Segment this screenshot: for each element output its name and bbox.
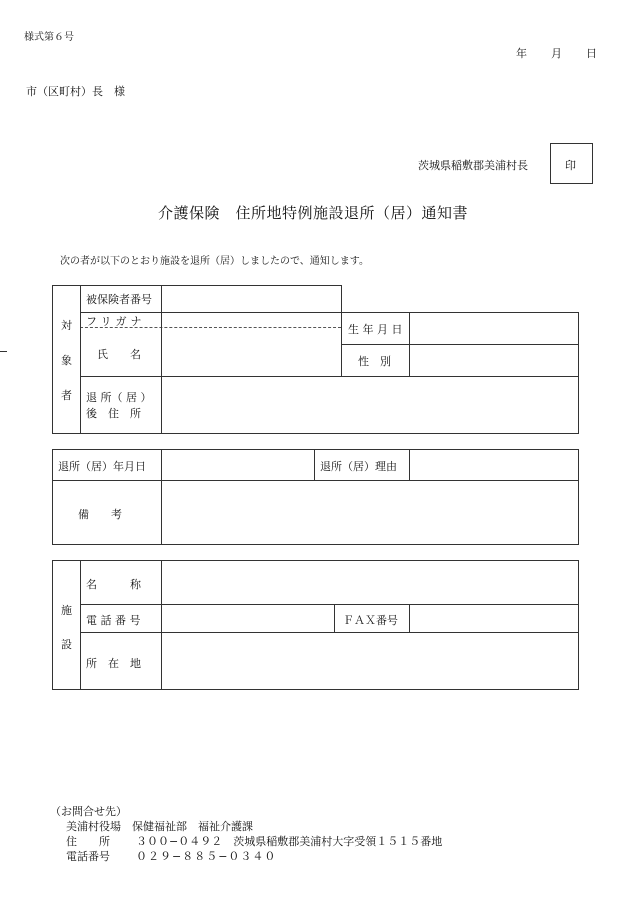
after-address-field[interactable]: [162, 377, 577, 432]
margin-tick: [0, 351, 7, 352]
birth-date-label: 生 年 月 日: [348, 323, 403, 336]
after-address-label-1: 退 所（ 居 ）: [86, 391, 152, 404]
intro-text: 次の者が以下のとおり施設を退所（居）しましたので、通知します。: [60, 256, 369, 267]
seal-box: [550, 143, 593, 184]
addressee: 市（区町村）長 様: [26, 85, 125, 98]
seal-label: 印: [565, 159, 576, 172]
furigana-field[interactable]: [162, 313, 340, 326]
remarks-label: 備 考: [78, 508, 122, 521]
facility-side-label-2: 設: [61, 638, 72, 651]
leave-date-field[interactable]: [162, 450, 313, 479]
date-year: 年: [516, 47, 527, 60]
subject-side-label-1: 対: [61, 319, 72, 332]
birth-date-field[interactable]: [410, 313, 577, 343]
sex-field[interactable]: [410, 345, 577, 375]
contact-address-label: 住 所: [66, 835, 110, 848]
facility-location-label: 所 在 地: [86, 657, 141, 670]
facility-fax-label: ＦＡＸ番号: [343, 614, 398, 627]
sex-label: 性 別: [358, 355, 391, 368]
contact-tel-label: 電話番号: [66, 850, 110, 863]
remarks-field[interactable]: [162, 481, 577, 544]
contact-address-value: ３００−０４９２ 茨城県稲敷郡美浦村大字受領１５１５番地: [136, 835, 443, 848]
after-address-label-2: 後 住 所: [86, 407, 141, 420]
facility-name-label: 名 称: [86, 578, 141, 591]
facility-tel-field[interactable]: [162, 605, 333, 631]
date-month: 月: [551, 47, 562, 60]
facility-location-field[interactable]: [162, 633, 577, 689]
facility-side-label-1: 施: [61, 604, 72, 617]
insured-number-label: 被保険者番号: [86, 293, 152, 306]
contact-tel-value: ０２９−８８５−０３４０: [136, 850, 277, 863]
facility-fax-field[interactable]: [410, 605, 577, 631]
date-day: 日: [586, 47, 597, 60]
insured-number-field[interactable]: [162, 286, 340, 311]
leave-date-label: 退所（居）年月日: [58, 460, 146, 473]
subject-side-label-3: 者: [61, 389, 72, 402]
leave-reason-field[interactable]: [410, 450, 577, 479]
name-field[interactable]: [162, 328, 340, 375]
name-label: 氏 名: [97, 348, 141, 361]
subject-side-label-2: 象: [61, 354, 72, 367]
contact-office: 美浦村役場 保健福祉部 福祉介護課: [66, 820, 253, 833]
furigana-label: フリガナ: [86, 315, 146, 328]
leave-reason-label: 退所（居）理由: [320, 460, 397, 473]
document-title: 介護保険 住所地特例施設退所（居）通知書: [158, 204, 469, 222]
facility-tel-label: 電 話 番 号: [86, 614, 141, 627]
contact-heading: （お問合せ先）: [50, 805, 127, 818]
facility-name-field[interactable]: [162, 561, 577, 603]
sender: 茨城県稲敷郡美浦村長: [418, 159, 528, 172]
form-number: 様式第６号: [24, 32, 74, 43]
